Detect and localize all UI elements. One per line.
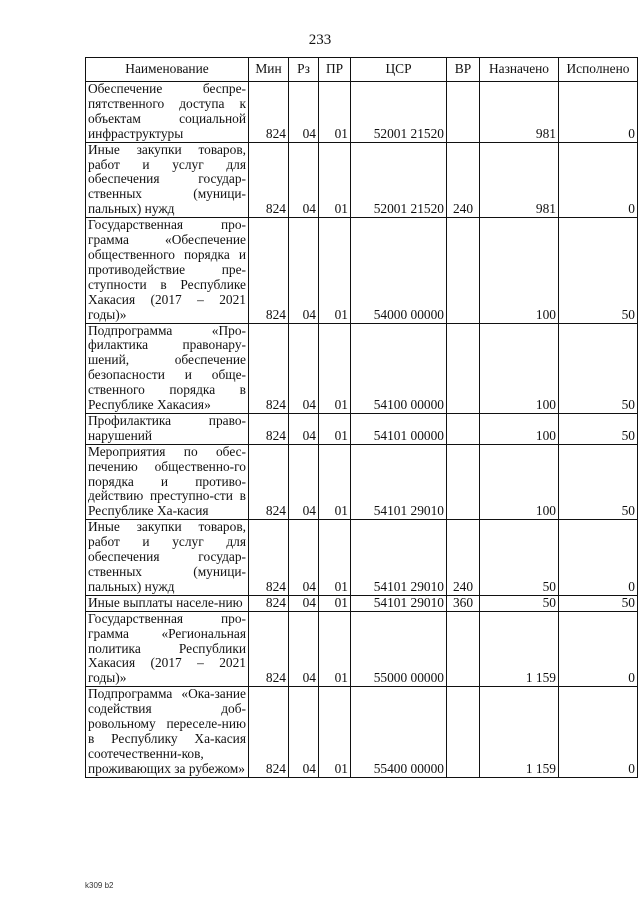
row-min: 824 (249, 520, 289, 596)
row-min: 824 (249, 687, 289, 777)
row-name: Подпрограмма «Про-филактика правонару-шений, обеспечение безопасности и обще-ственного порядка в Республике Хакасия» (86, 323, 249, 413)
header-name: Наименование (86, 58, 249, 82)
row-executed: 50 (559, 218, 638, 323)
row-rz: 04 (289, 218, 319, 323)
row-executed: 50 (559, 323, 638, 413)
row-rz: 04 (289, 323, 319, 413)
row-vr (447, 687, 480, 777)
row-executed: 0 (559, 142, 638, 218)
row-rz: 04 (289, 687, 319, 777)
row-min: 824 (249, 323, 289, 413)
row-executed: 0 (559, 611, 638, 687)
row-name: Иные закупки товаров, работ и услуг для обеспечения государ-ственных (муници-пальных) нужд (86, 142, 249, 218)
row-csr: 55400 00000 (351, 687, 447, 777)
row-assigned: 1 159 (480, 611, 559, 687)
row-vr (447, 323, 480, 413)
row-rz: 04 (289, 82, 319, 143)
row-pr: 01 (319, 82, 351, 143)
budget-table (85, 57, 638, 778)
row-name: Государственная про-грамма «Обеспечение общественного порядка и противодействие пре-ступности в Республике Хакасия (2017 – 2021 годы)» (86, 218, 249, 323)
row-min: 824 (249, 611, 289, 687)
row-rz: 04 (289, 611, 319, 687)
row-assigned: 100 (480, 218, 559, 323)
row-csr: 54101 00000 (351, 413, 447, 444)
table-row (86, 82, 638, 143)
row-executed: 0 (559, 82, 638, 143)
row-csr: 54101 29010 (351, 520, 447, 596)
document-code: k309 b2 (85, 881, 114, 890)
row-min: 824 (249, 444, 289, 520)
row-csr: 54000 00000 (351, 218, 447, 323)
row-pr: 01 (319, 218, 351, 323)
row-vr (447, 611, 480, 687)
row-vr: 240 (447, 520, 480, 596)
header-executed: Исполнено (559, 58, 638, 82)
row-executed: 50 (559, 595, 638, 611)
row-executed: 50 (559, 413, 638, 444)
row-min: 824 (249, 595, 289, 611)
row-rz: 04 (289, 142, 319, 218)
table-row (86, 142, 638, 218)
row-csr: 52001 21520 (351, 142, 447, 218)
row-name: Мероприятия по обес-печению общественно-го порядка и противо-действию преступно-сти в Республике Ха-касия (86, 444, 249, 520)
row-csr: 54101 29010 (351, 444, 447, 520)
row-name: Иные выплаты населе-нию (86, 595, 249, 611)
row-pr: 01 (319, 520, 351, 596)
table-row (86, 218, 638, 323)
row-rz: 04 (289, 413, 319, 444)
row-rz: 04 (289, 444, 319, 520)
table-header-row (86, 58, 638, 82)
row-executed: 50 (559, 444, 638, 520)
row-assigned: 981 (480, 142, 559, 218)
row-min: 824 (249, 413, 289, 444)
row-name: Подпрограмма «Ока-зание содействия доб-ровольному переселе-нию в Республику Ха-касия соотечественни-ков, проживающих за рубежом» (86, 687, 249, 777)
row-csr: 52001 21520 (351, 82, 447, 143)
row-name: Обеспечение беспре-пятственного доступа к объектам социальной инфраструктуры (86, 82, 249, 143)
row-assigned: 981 (480, 82, 559, 143)
row-pr: 01 (319, 687, 351, 777)
table-row (86, 444, 638, 520)
row-name: Профилактика право-нарушений (86, 413, 249, 444)
row-min: 824 (249, 82, 289, 143)
table-row (86, 520, 638, 596)
row-executed: 0 (559, 520, 638, 596)
row-assigned: 100 (480, 323, 559, 413)
table-row (86, 323, 638, 413)
row-name: Иные закупки товаров, работ и услуг для обеспечения государ-ственных (муници-пальных) нужд (86, 520, 249, 596)
row-vr: 240 (447, 142, 480, 218)
header-pr: ПР (319, 58, 351, 82)
row-rz: 04 (289, 520, 319, 596)
row-pr: 01 (319, 444, 351, 520)
table-row (86, 413, 638, 444)
row-assigned: 100 (480, 413, 559, 444)
header-rz: Рз (289, 58, 319, 82)
row-vr: 360 (447, 595, 480, 611)
header-vr: ВР (447, 58, 480, 82)
header-csr: ЦСР (351, 58, 447, 82)
row-assigned: 50 (480, 520, 559, 596)
header-assigned: Назначено (480, 58, 559, 82)
page-number: 233 (308, 32, 332, 48)
row-csr: 54100 00000 (351, 323, 447, 413)
table-row (86, 611, 638, 687)
row-vr (447, 218, 480, 323)
row-pr: 01 (319, 611, 351, 687)
header-min: Мин (249, 58, 289, 82)
table-row (86, 687, 638, 777)
row-vr (447, 82, 480, 143)
row-min: 824 (249, 218, 289, 323)
row-csr: 54101 29010 (351, 595, 447, 611)
row-assigned: 100 (480, 444, 559, 520)
row-pr: 01 (319, 595, 351, 611)
row-min: 824 (249, 142, 289, 218)
row-vr (447, 444, 480, 520)
row-assigned: 1 159 (480, 687, 559, 777)
row-pr: 01 (319, 323, 351, 413)
row-executed: 0 (559, 687, 638, 777)
row-assigned: 50 (480, 595, 559, 611)
row-rz: 04 (289, 595, 319, 611)
row-pr: 01 (319, 413, 351, 444)
row-pr: 01 (319, 142, 351, 218)
table-row (86, 595, 638, 611)
row-name: Государственная про-грамма «Региональная политика Республики Хакасия (2017 – 2021 годы)» (86, 611, 249, 687)
row-vr (447, 413, 480, 444)
row-csr: 55000 00000 (351, 611, 447, 687)
